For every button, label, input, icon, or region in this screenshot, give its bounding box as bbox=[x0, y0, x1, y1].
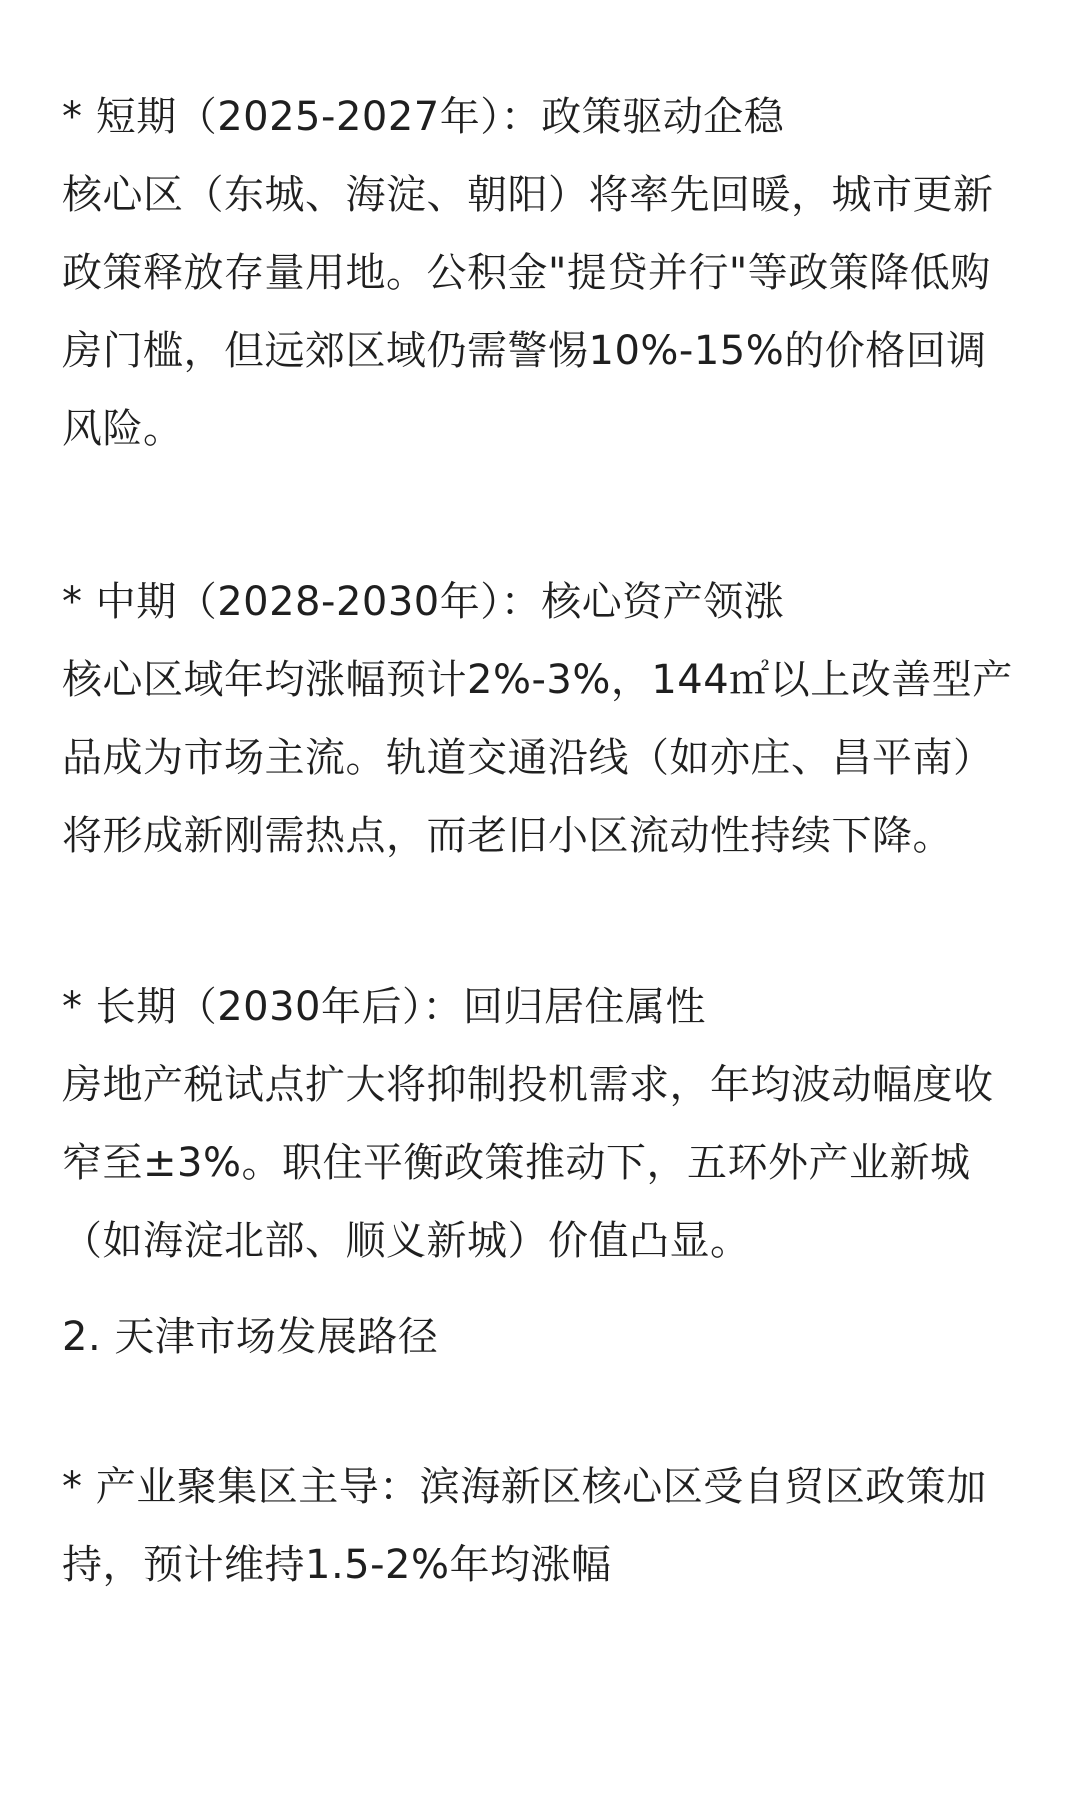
long-term-section bbox=[62, 968, 1022, 1280]
tianjin-section-heading: 2. 天津市场发展路径 bbox=[62, 1314, 439, 1360]
short-term-heading: * 短期（2025-2027年）：政策驱动企稳 bbox=[62, 94, 785, 140]
long-term-paragraph: 房地产税试点扩大将抑制投机需求，年均波动幅度收窄至±3%。职住平衡政策推动下，五环外产业新城（如海淀北部、顺义新城）价值凸显。 bbox=[62, 1062, 994, 1264]
mid-term-section bbox=[62, 563, 1022, 875]
mid-term-heading: * 中期（2028-2030年）：核心资产领涨 bbox=[62, 579, 785, 625]
long-term-heading: * 长期（2030年后）：回归居住属性 bbox=[62, 984, 707, 1030]
short-term-section bbox=[62, 78, 1022, 468]
short-term-paragraph: 核心区（东城、海淀、朝阳）将率先回暖，城市更新政策释放存量用地。公积金"提贷并行"等政策降低购房门槛，但远郊区域仍需警惕10%-15%的价格回调风险。 bbox=[62, 172, 994, 452]
mid-term-paragraph: 核心区域年均涨幅预计2%-3%，144㎡以上改善型产品成为市场主流。轨道交通沿线（如亦庄、昌平南）将形成新刚需热点，而老旧小区流动性持续下降。 bbox=[62, 657, 1013, 859]
industry-cluster-paragraph: * 产业聚集区主导：滨海新区核心区受自贸区政策加持，预计维持1.5-2%年均涨幅 bbox=[62, 1464, 987, 1588]
